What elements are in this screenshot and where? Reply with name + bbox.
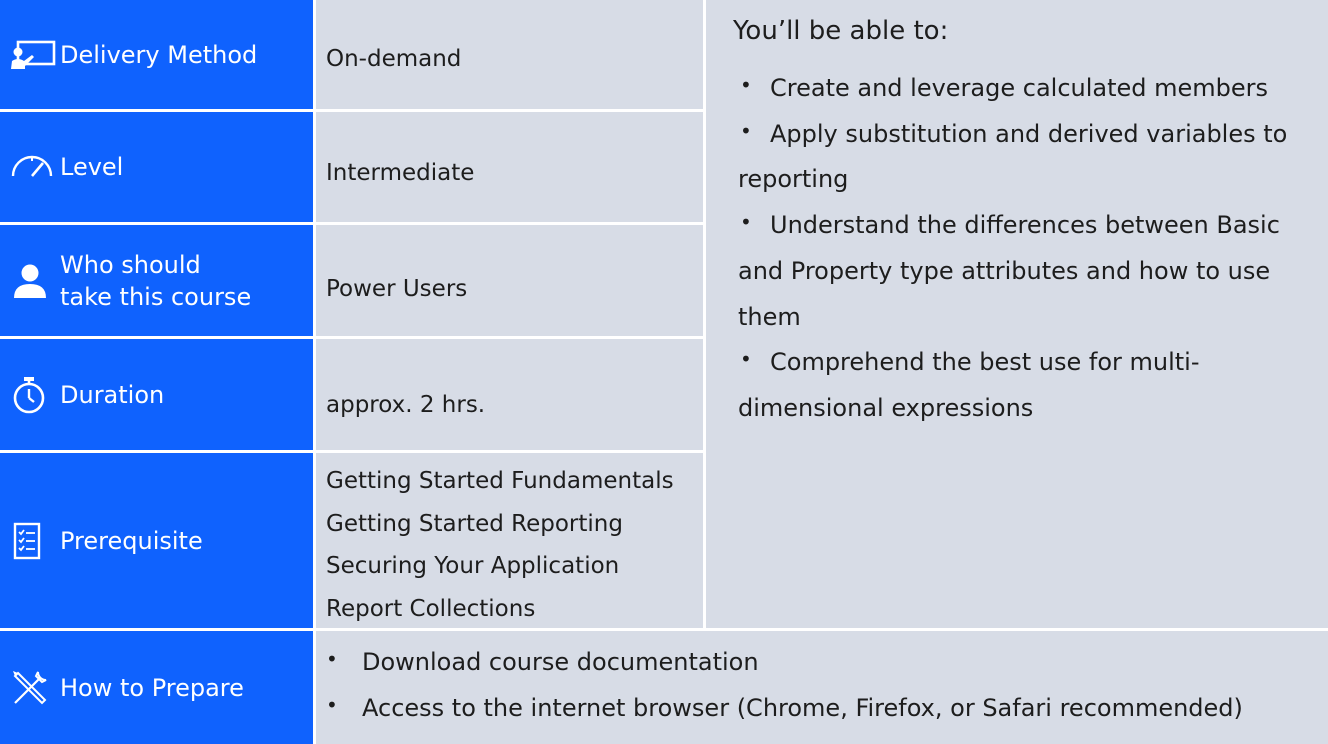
level-label-cell <box>0 112 313 222</box>
duration-label-cell <box>0 339 313 450</box>
how-to-prepare-label: How to Prepare <box>60 673 244 702</box>
level-value: Intermediate <box>326 160 475 186</box>
outcomes-heading: You’ll be able to: <box>733 16 949 46</box>
delivery-method-value: On-demand <box>326 46 462 72</box>
preparation-item <box>326 685 1243 731</box>
preparation-item <box>326 639 1243 685</box>
speedometer-icon <box>10 147 60 187</box>
bullet-icon: • <box>740 73 752 97</box>
prerequisite-item: Report Collections <box>326 595 536 622</box>
delivery-method-label-cell <box>0 0 313 109</box>
audience-value: Power Users <box>326 276 468 302</box>
bullet-icon: • <box>326 693 338 717</box>
audience-label-line-2: take this course <box>60 282 252 311</box>
outcome-text: Understand the differences between Basic <box>770 211 1280 240</box>
preparation-text: Access to the internet browser (Chrome, Firefox, or Safari recommended) <box>362 694 1243 722</box>
audience-label-cell <box>0 225 313 336</box>
prerequisite-item: Getting Started Reporting <box>326 510 623 537</box>
level-label: Level <box>60 153 124 181</box>
duration-value-cell <box>316 339 703 450</box>
outcome-line <box>738 249 1318 295</box>
outcome-text: reporting <box>738 165 849 194</box>
delivery-method-label: Delivery Method <box>60 40 258 69</box>
outcome-line <box>738 112 1318 158</box>
outcome-line <box>738 340 1318 386</box>
bullet-icon: • <box>740 118 752 143</box>
audience-label-line-1: Who should <box>60 250 201 279</box>
prerequisite-label: Prerequisite <box>60 526 203 555</box>
outcome-text: dimensional expressions <box>738 393 1034 422</box>
person-icon <box>10 261 60 301</box>
outcome-line <box>738 157 1318 203</box>
outcome-line <box>738 66 1318 112</box>
outcomes-list <box>738 66 1318 432</box>
delivery-method-value-cell <box>316 0 703 109</box>
outcome-text: them <box>738 302 801 331</box>
outcome-text: Create and leverage calculated members <box>770 74 1269 102</box>
outcome-line <box>738 295 1318 341</box>
duration-label: Duration <box>60 380 165 409</box>
how-to-prepare-value-cell <box>316 631 1328 744</box>
presentation-board-icon <box>10 35 60 75</box>
prerequisite-label-cell <box>0 453 313 628</box>
how-to-prepare-label-cell <box>0 631 313 744</box>
outcome-text: Apply substitution and derived variables to <box>770 119 1288 148</box>
prerequisite-item: Getting Started Fundamentals <box>326 468 674 494</box>
bullet-icon: • <box>740 210 752 235</box>
outcome-line <box>738 203 1318 249</box>
checklist-icon <box>10 521 60 561</box>
duration-value: approx. 2 hrs. <box>326 392 486 418</box>
audience-value-cell <box>316 225 703 336</box>
outcome-line <box>738 386 1318 432</box>
level-value-cell <box>316 112 703 222</box>
prerequisite-list <box>326 467 674 637</box>
outcome-text: and Property type attributes and how to use <box>738 256 1271 285</box>
bullet-icon: • <box>326 647 338 671</box>
bullet-icon: • <box>740 347 752 372</box>
learning-outcomes-panel <box>706 0 1328 628</box>
outcome-text: Comprehend the best use for multi- <box>770 348 1200 377</box>
prerequisite-item: Securing Your Application <box>326 553 620 579</box>
stopwatch-icon <box>10 375 60 415</box>
preparation-text: Download course documentation <box>362 648 759 676</box>
preparation-list <box>326 639 1243 731</box>
tools-icon <box>10 668 60 708</box>
audience-label <box>60 249 251 313</box>
prerequisite-value-cell <box>316 453 703 628</box>
